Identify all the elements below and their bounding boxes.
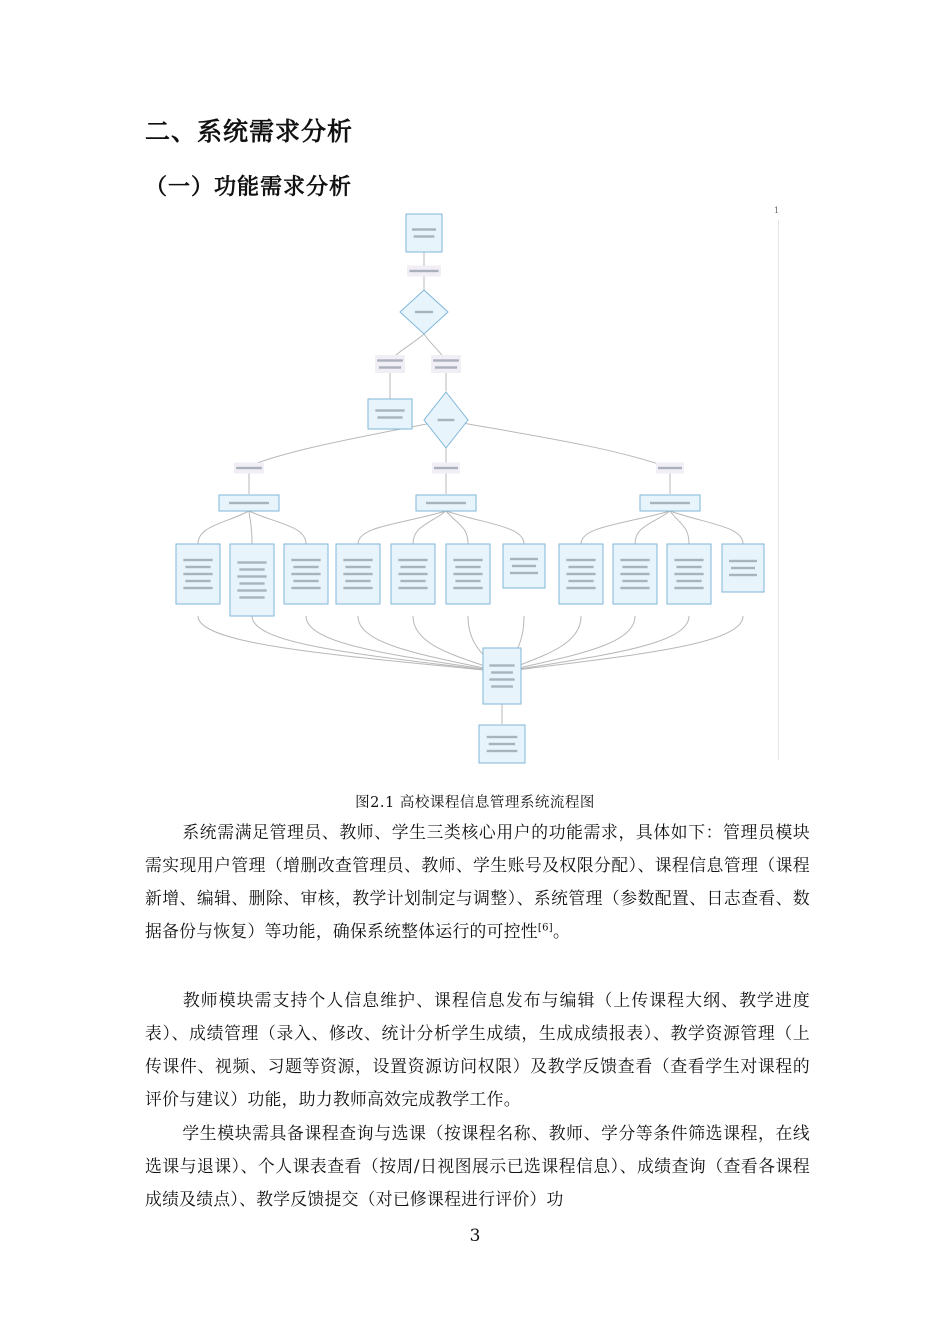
flow-node-text xyxy=(676,580,701,582)
paragraph-admin-requirements xyxy=(145,816,810,948)
flowchart-figure xyxy=(170,206,780,776)
flow-node-text xyxy=(377,416,402,418)
flow-node-text xyxy=(622,580,647,582)
paragraph-student-requirements xyxy=(145,1117,810,1216)
flow-edge xyxy=(446,511,524,544)
flow-edge-label-text xyxy=(379,366,401,368)
flow-edge xyxy=(198,511,249,544)
paragraph-text: 系统需满足管理员、教师、学生三类核心用户的功能需求，具体如下：管理员模块需实现用户管理（增删改查管理员、教师、学生账号及权限分配）、课程信息管理（课程新增、编辑、删除、审核，教学计划制定与调整）、系统管理（参数配置、日志查看、数据备份与恢复）等功能，确保系统整体运行的可控性 xyxy=(145,822,810,941)
flow-edge xyxy=(306,616,502,672)
flow-node-text xyxy=(512,565,536,567)
flow-edge xyxy=(670,511,743,544)
flow-node-text xyxy=(620,559,649,561)
flow-edge-label-text xyxy=(433,359,459,361)
flow-node-text xyxy=(183,559,212,561)
flow-node-text xyxy=(650,502,690,504)
flow-node-text xyxy=(375,409,404,411)
flow-node xyxy=(230,544,274,616)
flow-node-text xyxy=(453,587,482,589)
flow-edge-label-text xyxy=(377,359,403,361)
paragraph-text: 教师模块需支持个人信息维护、课程信息发布与编辑（上传课程大纲、教学进度表）、成绩管理（录入、修改、统计分析学生成绩，生成成绩报表）、教学资源管理（上传课件、视频、习题等资源，设置资源访问权限）及教学反馈查看（查看学生对课程的评价与建议）功能，助力教师高效完成教学工作。 xyxy=(145,990,810,1109)
flow-edge-label-text xyxy=(435,366,457,368)
flow-node-text xyxy=(455,580,480,582)
page-number: 3 xyxy=(469,1226,481,1246)
flow-node xyxy=(368,399,412,429)
flow-node-text xyxy=(291,587,320,589)
flow-edge-label xyxy=(375,355,405,373)
flow-node-text xyxy=(239,568,264,570)
flow-edge xyxy=(358,511,446,544)
flow-node-text xyxy=(291,559,320,561)
flow-node-text xyxy=(568,566,593,568)
flow-node-text xyxy=(568,580,593,582)
subsection-heading: （一）功能需求分析 xyxy=(145,175,353,200)
flow-node-text xyxy=(453,559,482,561)
flow-edge-label-text xyxy=(409,270,438,272)
flow-node-text xyxy=(343,559,372,561)
figure-border-line xyxy=(778,220,779,760)
flow-node-text xyxy=(237,575,266,577)
flow-node-text xyxy=(293,580,318,582)
flow-edge xyxy=(581,511,670,544)
citation-ref: [6] xyxy=(537,922,553,934)
flow-node xyxy=(406,214,442,252)
flow-node-text xyxy=(229,502,269,504)
flow-edge xyxy=(249,511,252,544)
flow-node-text xyxy=(566,573,595,575)
flow-node-text xyxy=(412,228,436,230)
paragraph-text: 学生模块需具备课程查询与选课（按课程名称、教师、学分等条件筛选课程，在线选课与退课）、个人课表查看（按周/日视图展示已选课程信息）、成绩查询（查看各课程成绩及绩点）、教学反馈提交（对已修课程进行评价）功 xyxy=(145,1123,810,1209)
flow-node-text xyxy=(343,573,372,575)
flow-node-text xyxy=(510,572,538,574)
flow-node-text xyxy=(400,566,425,568)
flow-decision-text xyxy=(438,419,455,421)
flow-node-text xyxy=(291,573,320,575)
flow-edge xyxy=(413,511,446,544)
figure-caption: 图2.1 高校课程信息管理系统流程图 xyxy=(355,795,595,811)
flow-node-text xyxy=(566,587,595,589)
flow-edge-label-text xyxy=(658,467,682,469)
flowchart-diagram xyxy=(170,206,780,776)
flow-node-text xyxy=(345,580,370,582)
flow-node-text xyxy=(398,559,427,561)
flow-node xyxy=(483,648,521,704)
flow-node-text xyxy=(731,567,755,569)
section-heading: 二、系统需求分析 xyxy=(145,117,354,146)
flow-node-text xyxy=(674,573,703,575)
flow-node-text xyxy=(345,566,370,568)
flow-node-text xyxy=(510,558,538,560)
flow-node-text xyxy=(676,566,701,568)
flow-node-text xyxy=(487,736,518,738)
flow-node-text xyxy=(239,582,264,584)
flow-node-text xyxy=(185,566,210,568)
flow-node-text xyxy=(620,587,649,589)
flow-node-text xyxy=(491,671,513,673)
paragraph-teacher-requirements xyxy=(145,984,810,1116)
flow-node-text xyxy=(566,559,595,561)
flow-node-text xyxy=(674,587,703,589)
flow-edge-label xyxy=(431,355,461,373)
flow-node-text xyxy=(489,678,514,680)
flow-node-text xyxy=(237,561,266,563)
flow-node-text xyxy=(398,573,427,575)
flow-node-text xyxy=(729,560,757,562)
flow-node-text xyxy=(183,573,212,575)
flow-node-text xyxy=(620,573,649,575)
corner-mark: 1 xyxy=(774,206,780,215)
flow-edge xyxy=(198,616,502,672)
flow-node-text xyxy=(343,587,372,589)
flow-edge-label-text xyxy=(236,467,262,469)
flow-node-text xyxy=(455,566,480,568)
flow-node-text xyxy=(674,559,703,561)
flow-edge-label-text xyxy=(434,467,458,469)
flow-node-text xyxy=(237,589,266,591)
flow-node-text xyxy=(489,664,514,666)
flow-node-text xyxy=(489,743,515,745)
flow-edge xyxy=(446,511,468,544)
flow-node-text xyxy=(622,566,647,568)
flow-node-text xyxy=(453,573,482,575)
flow-node-text xyxy=(293,566,318,568)
flow-edge xyxy=(446,420,670,468)
flow-node-text xyxy=(400,580,425,582)
flow-node-text xyxy=(729,574,757,576)
flow-edge xyxy=(249,420,446,466)
flow-node-text xyxy=(183,587,212,589)
flow-node-text xyxy=(414,235,435,237)
flow-node-text xyxy=(398,587,427,589)
flow-node-text xyxy=(239,596,264,598)
paragraph-end: 。 xyxy=(552,921,571,941)
flow-node-text xyxy=(426,502,466,504)
flow-decision-text xyxy=(415,311,433,313)
flow-node-text xyxy=(185,580,210,582)
flow-node-text xyxy=(491,685,513,687)
flow-edge xyxy=(502,616,689,672)
flow-node-text xyxy=(487,750,518,752)
flow-edge xyxy=(249,511,306,544)
